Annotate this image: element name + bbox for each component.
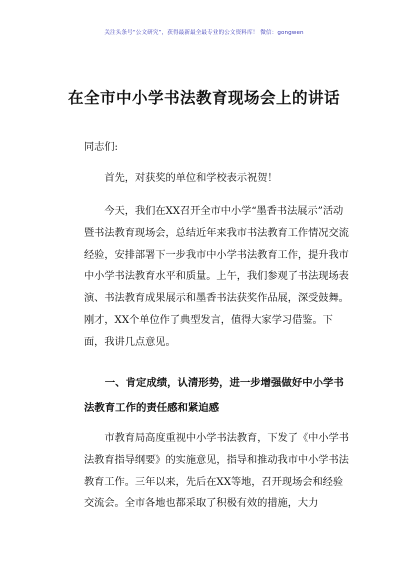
- header-note: 关注头条号“公文研究”，获得最新最全最专业的公文资料库！ 微信：gongwen: [104, 30, 304, 36]
- section-heading-1: 一、肯定成绩，认清形势，进一步增强做好中小学书法教育工作的责任感和紧迫感: [84, 377, 344, 414]
- paragraph-congratulations: [84, 168, 350, 190]
- paragraph-text: 今天，我们在XX召开全市中小学“墨香书法展示”活动暨书法教育现场会，总结近年来我市书法教育工作情况交流经验，安排部署下一步我市中小学书法教育工作，提升我市中小学书法教育水平和质量。上午，我们参观了书法现场表演、书法教育成果展示和墨香书法获奖作品展，深受鼓舞。刚才，XX个单位作了典型发言，值得大家学习借鉴。下面，我讲几点意见。: [84, 206, 349, 348]
- salutation: [84, 137, 350, 159]
- paragraph-section-1: [84, 428, 350, 515]
- paragraph-introduction: [84, 201, 350, 354]
- salutation-text: 同志们:: [84, 142, 118, 153]
- document-title: 在全市中小学书法教育现场会上的讲话: [67, 89, 340, 107]
- paragraph-text: 首先，对获奖的单位和学校表示祝贺！: [104, 173, 278, 184]
- paragraph-text: 市教育局高度重视中小学书法教育，下发了《中小学书法教育指导纲要》的实施意见，指导和推动我市中小学书法教育工作。三年以来，先后在XX等地，召开现场会和经验交流会。全市各地也都采取了积极有效的措施，大力: [84, 433, 349, 510]
